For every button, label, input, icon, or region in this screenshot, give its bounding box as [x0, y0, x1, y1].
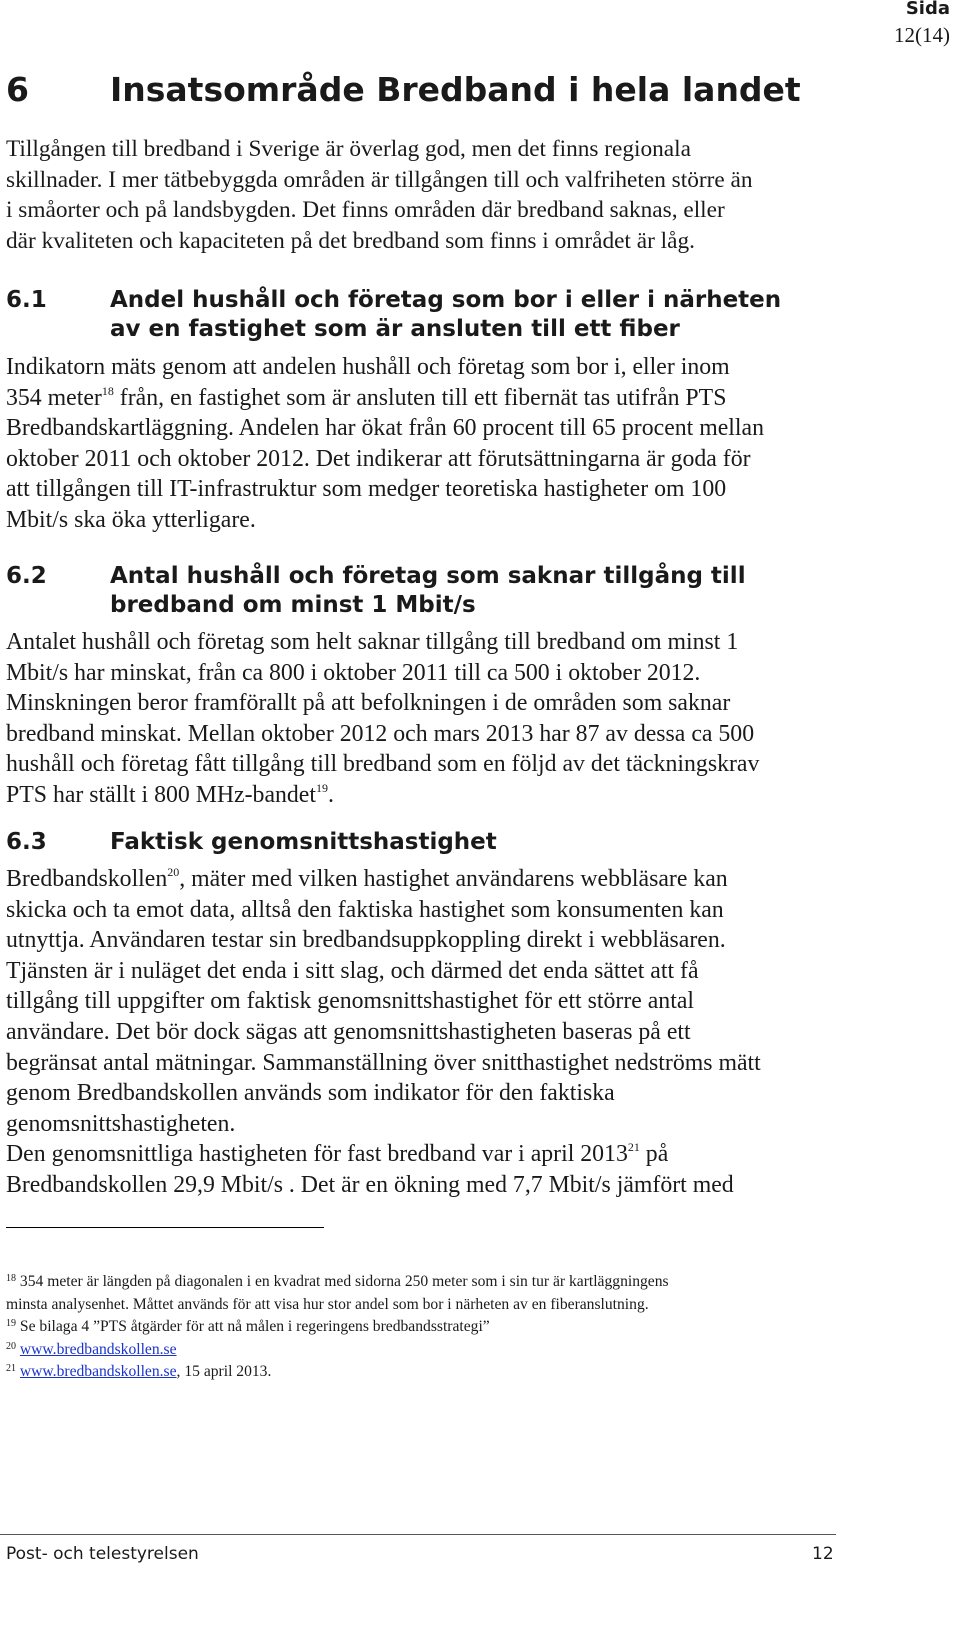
text-line: Mbit/s har minskat, från ca 800 i oktober 2011 till ca 500 i oktober 2012.	[6, 659, 701, 686]
section-heading	[6, 70, 801, 110]
subsection-number: 6.3	[6, 829, 47, 855]
text-span: från, en fastighet som är ansluten till ett fibernät tas utifrån PTS	[113, 384, 727, 411]
text-line: utnyttja. Användaren testar sin bredbandsuppkoppling direkt i webbläsaren.	[6, 927, 726, 954]
footnotes	[6, 1271, 906, 1384]
text-line	[6, 780, 836, 811]
text-line: Mbit/s ska öka ytterligare.	[6, 506, 256, 533]
footnote-ref-20: 20	[167, 865, 180, 879]
footnote-number: 21	[6, 1363, 16, 1374]
text-line: skillnader. I mer tätbebyggda områden är tillgången till och valfriheten större än	[6, 166, 753, 193]
subsection-title: Andel hushåll och företag som bor i eller i närheten	[110, 287, 782, 313]
text-line: skicka och ta emot data, alltså den faktiska hastighet som konsumenten kan	[6, 896, 724, 923]
footnote-20	[6, 1339, 906, 1362]
footnote-number: 18	[6, 1273, 16, 1284]
text-line: genomsnittshastigheten.	[6, 1110, 236, 1137]
footnote-divider	[6, 1227, 324, 1228]
subsection-number: 6.1	[6, 287, 47, 313]
text-line: genom Bredbandskollen används som indikator för den faktiska	[6, 1080, 615, 1107]
page-count: 12(14)	[894, 23, 950, 47]
text-span: , mäter med vilken hastighet användarens webbläsare kan	[179, 866, 728, 892]
text-line: begränsat antal mätningar. Sammanställning över snitthastighet nedströms mätt	[6, 1049, 761, 1076]
text-line: Tillgången till bredband i Sverige är överlag god, men det finns regionala	[6, 136, 691, 162]
text-line	[6, 864, 836, 895]
text-line: bredband minskat. Mellan oktober 2012 och mars 2013 har 87 av dessa ca 500	[6, 720, 755, 747]
paragraph-6-1	[6, 352, 836, 536]
text-span: 354 meter	[6, 384, 102, 411]
intro-paragraph	[6, 134, 836, 256]
paragraph-6-3	[6, 864, 836, 1201]
text-line: Minskningen beror framförallt på att befolkningen i de områden som saknar	[6, 690, 731, 717]
text-line: Bredbandskartläggning. Andelen har ökat från 60 procent till 65 procent mellan	[6, 415, 764, 442]
bredbandskollen-link[interactable]: www.bredbandskollen.se	[19, 1340, 177, 1358]
text-span: på	[639, 1141, 669, 1168]
text-line: Indikatorn mäts genom att andelen hushåll och företag som bor i, eller inom	[6, 354, 730, 380]
subsection-heading-6-1	[6, 286, 781, 344]
text-span: PTS har ställt i 800 MHz-bandet	[6, 781, 316, 808]
text-line: tillgång till uppgifter om faktisk genomsnittshastighet för ett större antal	[6, 988, 694, 1015]
text-line: Bredbandskollen 29,9 Mbit/s . Det är en ökning med 7,7 Mbit/s jämfört med	[6, 1171, 734, 1198]
footer-organization: Post- och telestyrelsen	[6, 1544, 199, 1564]
footnote-21	[6, 1361, 906, 1384]
subsection-heading-6-2	[6, 562, 746, 620]
footnote-ref-19: 19	[315, 780, 328, 795]
text-line	[6, 383, 836, 414]
subsection-title: Antal hushåll och företag som saknar tillgång till	[110, 563, 746, 589]
footnote-number: 20	[6, 1340, 16, 1352]
section-title: Insatsområde Bredband i hela landet	[110, 70, 801, 109]
page-label: Sida	[905, 0, 950, 19]
footer-page-number: 12	[812, 1544, 834, 1564]
footnote-ref-18: 18	[101, 383, 114, 398]
text-line: användare. Det bör dock sägas att genomsnittshastigheten baseras på ett	[6, 1018, 691, 1045]
text-line: Tjänsten är i nuläget det enda i sitt slag, och därmed det enda sättet att få	[6, 957, 699, 984]
bredbandskollen-link[interactable]: www.bredbandskollen.se	[19, 1363, 177, 1380]
text-span: Den genomsnittliga hastigheten för fast bredband var i april 2013	[6, 1141, 628, 1168]
section-number: 6	[6, 70, 29, 109]
text-span: Bredbandskollen	[6, 866, 168, 892]
text-span: .	[327, 781, 334, 808]
text-line: Antalet hushåll och företag som helt saknar tillgång till bredband om minst 1	[6, 629, 739, 655]
text-line: i småorter och på landsbygden. Det finns områden där bredband saknas, eller	[6, 197, 725, 224]
paragraph-6-2	[6, 627, 836, 811]
footnote-number: 19	[6, 1318, 16, 1329]
footnote-text: Se bilaga 4 ”PTS åtgärder för att nå målen i regeringens bredbandsstrategi”	[16, 1318, 490, 1335]
footer-divider	[0, 1534, 836, 1535]
subsection-title-cont: bredband om minst 1 Mbit/s	[110, 592, 476, 618]
footnote-ref-21: 21	[627, 1140, 640, 1155]
footnote-18-cont: minsta analysenhet. Måttet används för att visa hur stor andel som bor i närheten av en fiberanslutning.	[6, 1295, 649, 1313]
text-line: hushåll och företag fått tillgång till bredband som en följd av det täckningskrav	[6, 751, 760, 778]
footnote-19	[6, 1316, 906, 1339]
text-line: oktober 2011 och oktober 2012. Det indikerar att förutsättningarna är goda för	[6, 445, 751, 472]
subsection-title-cont: av en fastighet som är ansluten till ett fiber	[110, 316, 680, 342]
footnote-18	[6, 1271, 906, 1294]
page-header	[894, 0, 950, 48]
text-line: att tillgången till IT-infrastruktur som medger teoretiska hastigheter om 100	[6, 476, 727, 503]
subsection-title: Faktisk genomsnittshastighet	[110, 829, 497, 855]
subsection-number: 6.2	[6, 563, 47, 589]
subsection-heading-6-3	[6, 828, 497, 857]
footnote-text: 354 meter är längden på diagonalen i en kvadrat med sidorna 250 meter som i sin tur är kartläggningens	[16, 1273, 669, 1290]
text-line: där kvaliteten och kapaciteten på det bredband som finns i området är låg.	[6, 227, 695, 254]
footnote-text: , 15 april 2013.	[176, 1363, 272, 1380]
text-line	[6, 1139, 836, 1170]
